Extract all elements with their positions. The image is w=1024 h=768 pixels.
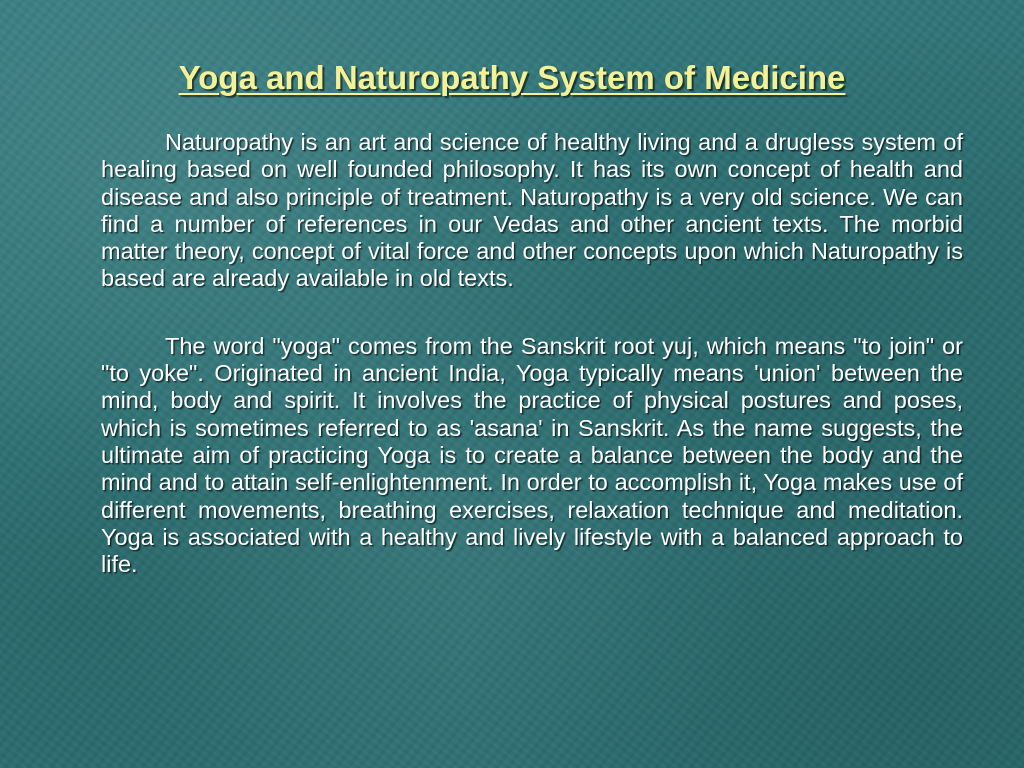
paragraph-yoga: The word "yoga" comes from the Sanskrit root yuj, which means "to join" or "to yoke". Originated in ancient India, Yoga typically means 'union' between the mind, body and spirit. It involves the practice of physical postures and poses, which is sometimes referred to as 'asana' in Sanskrit. As the name suggests, the ultimate aim of practicing Yoga is to create a balance between the body and the mind and to attain self-enlightenment. In order to accomplish it, Yoga makes use of different movements, breathing exercises, relaxation technique and meditation. Yoga is associated with a healthy and lively lifestyle with a balanced approach to life.	[101, 332, 963, 578]
paragraph-naturopathy: Naturopathy is an art and science of healthy living and a drugless system of healing based on well founded philosophy. It has its own concept of health and disease and also principle of treatment. Naturopathy is a very old science. We can find a number of references in our Vedas and other ancient texts. The morbid matter theory, concept of vital force and other concepts upon which Naturopathy is based are already available in old texts.	[101, 129, 963, 292]
slide-title: Yoga and Naturopathy System of Medicine	[178, 59, 846, 96]
slide-body	[101, 129, 963, 578]
